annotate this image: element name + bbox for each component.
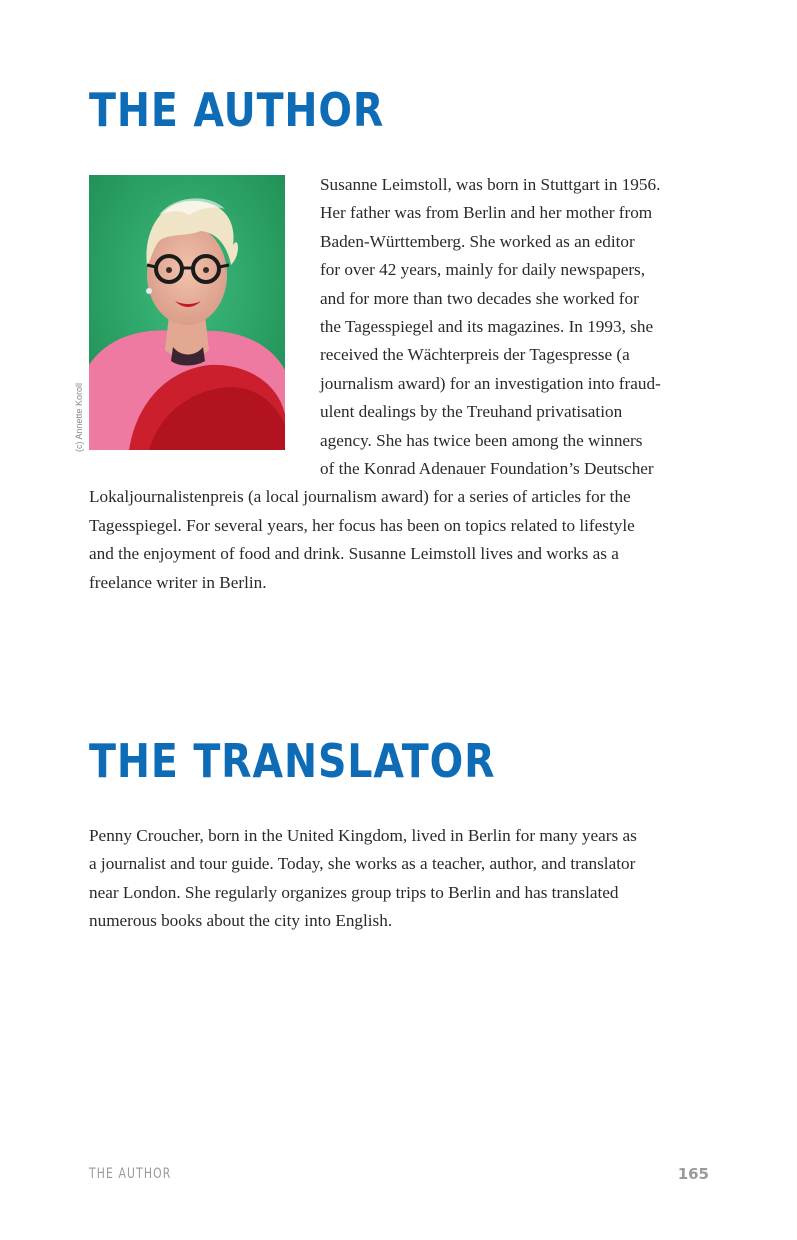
page-number: 165: [677, 1165, 709, 1183]
translator-heading: THE TRANSLATOR: [89, 734, 496, 788]
translator-bio-line: numerous books about the city into English.: [89, 911, 393, 931]
author-bio-line: Susanne Leimstoll, was born in Stuttgart in 1956.: [320, 175, 661, 194]
author-bio-line: and for more than two decades she worked for: [320, 288, 639, 308]
author-bio-line: received the Wächterpreis der Tagespresse (a: [320, 345, 630, 365]
translator-bio-line: a journalist and tour guide. Today, she works as a teacher, author, and translator: [89, 854, 636, 874]
author-bio-line: agency. She has twice been among the winners: [320, 430, 643, 450]
author-bio-line: for over 42 years, mainly for daily newspapers,: [320, 260, 646, 280]
author-bio-line: freelance writer in Berlin.: [89, 572, 267, 592]
author-bio-line: ulent dealings by the Treuhand privatisation: [320, 402, 623, 422]
author-bio-line: and the enjoyment of food and drink. Susanne Leimstoll lives and works as a: [89, 544, 619, 564]
author-bio-line: of the Konrad Adenauer Foundation’s Deutscher: [320, 459, 654, 479]
author-heading: THE AUTHOR: [89, 83, 385, 137]
author-bio-line: Baden-Württemberg. She worked as an editor: [320, 231, 635, 251]
translator-bio: [89, 822, 714, 936]
author-bio-line: Tagesspiegel. For several years, her focus has been on topics related to lifestyle: [89, 515, 635, 535]
translator-bio-line: Penny Croucher, born in the United Kingdom, lived in Berlin for many years as: [89, 826, 637, 845]
author-bio-line: the Tagesspiegel and its magazines. In 1993, she: [320, 317, 654, 337]
translator-bio-line: near London. She regularly organizes group trips to Berlin and has translated: [89, 882, 619, 902]
author-bio-line: Lokaljournalistenpreis (a local journalism award) for a series of articles for the: [89, 487, 631, 507]
author-bio-line: Her father was from Berlin and her mother from: [320, 203, 653, 223]
author-bio: [89, 171, 711, 597]
running-footer: THE AUTHOR: [89, 1166, 172, 1182]
photo-credit: (c) Annette Koroll: [74, 382, 84, 452]
author-bio-line: journalism award) for an investigation into fraud-: [320, 373, 661, 393]
